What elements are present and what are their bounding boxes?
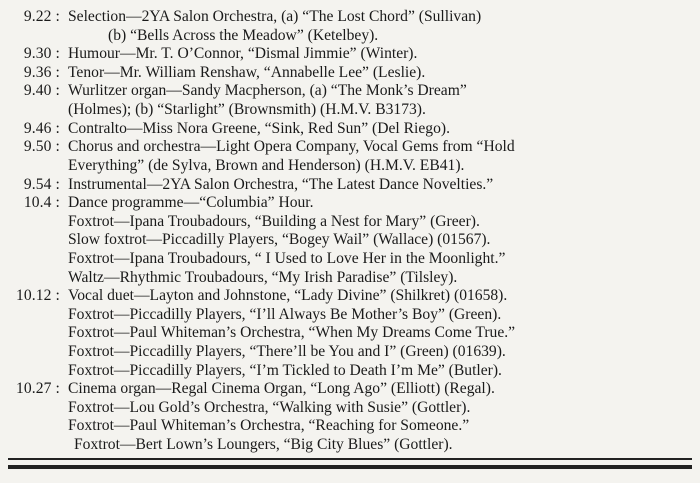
time-label: 10.4 : bbox=[23, 194, 60, 212]
time-label: 9.30 : bbox=[23, 45, 60, 63]
programme-text: Slow foxtrot—Piccadilly Players, “Bogey Wail” (Wallace) (01567). bbox=[68, 231, 491, 249]
programme-text: Contralto—Miss Nora Greene, “Sink, Red Sun” (Del Riego). bbox=[68, 119, 450, 137]
programme-text: Foxtrot—Piccadilly Players, “I’m Tickled to Death I’m Me” (Butler). bbox=[68, 361, 502, 379]
programme-text: Foxtrot—Piccadilly Players, “I’ll Always Be Mother’s Boy” (Green). bbox=[68, 305, 502, 323]
programme-text: Foxtrot—Ipana Troubadours, “Building a Nest for Mary” (Greer). bbox=[68, 212, 480, 230]
programme-text: Instrumental—2YA Salon Orchestra, “The Latest Dance Novelties.” bbox=[68, 175, 494, 193]
time-label: 9.54 : bbox=[23, 175, 60, 193]
time-label: 9.36 : bbox=[23, 63, 60, 81]
programme-text: Foxtrot—Paul Whiteman’s Orchestra, “Reaching for Someone.” bbox=[68, 417, 470, 435]
divider-thick bbox=[8, 465, 692, 469]
time-label: 9.46 : bbox=[23, 119, 60, 137]
programme-text: (b) “Bells Across the Meadow” (Ketelbey). bbox=[108, 26, 379, 44]
time-label: 10.27 : bbox=[15, 380, 60, 398]
time-label: 9.22 : bbox=[23, 8, 60, 25]
programme-text: Cinema organ—Regal Cinema Organ, “Long Ago” (Elliott) (Regal). bbox=[68, 380, 495, 398]
programme-text: Tenor—Mr. William Renshaw, “Annabelle Lee” (Leslie). bbox=[68, 63, 426, 81]
programme-text: Foxtrot—Ipana Troubadours, “ I Used to Love Her in the Moonlight.” bbox=[68, 249, 506, 267]
programme-text: Vocal duet—Layton and Johnstone, “Lady Divine” (Shilkret) (01658). bbox=[68, 287, 508, 305]
programme-text: Foxtrot—Piccadilly Players, “There’ll be You and I” (Green) (01639). bbox=[68, 343, 506, 360]
divider-thin bbox=[8, 458, 692, 460]
programme-text: Waltz—Rhythmic Troubadours, “My Irish Paradise” (Tilsley). bbox=[68, 268, 458, 286]
programme-text: Selection—2YA Salon Orchestra, (a) “The Lost Chord” (Sullivan) bbox=[68, 8, 482, 25]
time-label: 9.50 : bbox=[23, 138, 60, 156]
programme-text: Dance programme—“Columbia” Hour. bbox=[68, 194, 314, 212]
programme-text: Foxtrot—Lou Gold’s Orchestra, “Walking with Susie” (Gottler). bbox=[68, 398, 471, 416]
programme-text: Everything” (de Sylva, Brown and Henderson) (H.M.V. EB41). bbox=[68, 156, 465, 174]
programme-text: Foxtrot—Paul Whiteman’s Orchestra, “When My Dreams Come True.” bbox=[68, 324, 516, 342]
programme-text: Humour—Mr. T. O’Connor, “Dismal Jimmie” (Winter). bbox=[68, 45, 418, 63]
programme-text: Chorus and orchestra—Light Opera Company, Vocal Gems from “Hold bbox=[68, 138, 515, 156]
time-label: 9.40 : bbox=[23, 82, 60, 100]
programme-text: (Holmes); (b) “Starlight” (Brownsmith) (H.M.V. B3173). bbox=[68, 101, 426, 118]
time-label: 10.12 : bbox=[15, 287, 60, 305]
programme-text: Foxtrot—Bert Lown’s Loungers, “Big City Blues” (Gottler). bbox=[74, 436, 453, 453]
programme-text: Wurlitzer organ—Sandy Macpherson, (a) “The Monk’s Dream” bbox=[68, 82, 467, 100]
